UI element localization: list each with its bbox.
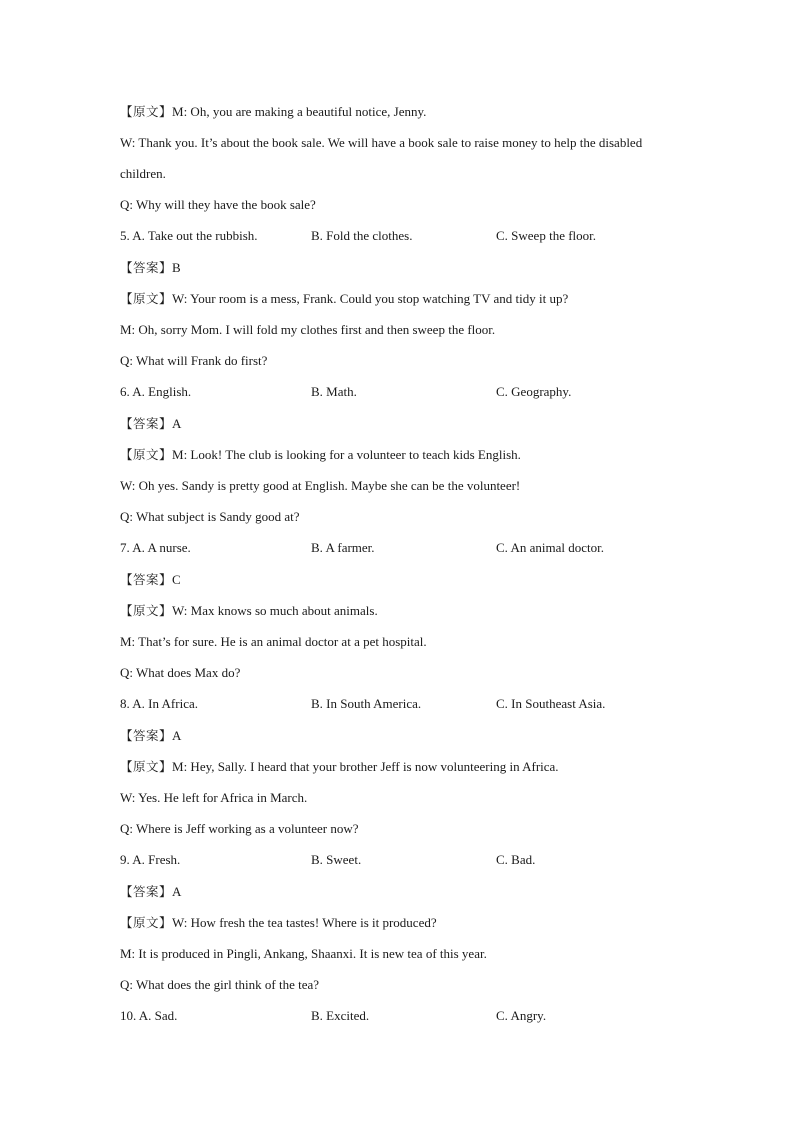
transcript-line: 【原文】W: Your room is a mess, Frank. Could you stop watching TV and tidy it up?	[120, 291, 569, 306]
answer-label: 【答案】	[120, 572, 173, 587]
answer-line	[120, 572, 181, 588]
transcript-line: children.	[120, 166, 166, 181]
option-a: 6. A. English.	[120, 384, 192, 399]
transcript-label: 【原文】	[120, 759, 173, 774]
option-b: B. Fold the clothes.	[311, 228, 413, 243]
transcript-label: 【原文】	[120, 291, 173, 306]
transcript-line: W: Yes. He left for Africa in March.	[120, 790, 308, 805]
option-c: C. Sweep the floor.	[496, 228, 597, 243]
option-a: 7. A. A nurse.	[120, 540, 191, 555]
transcript-label: 【原文】	[120, 915, 173, 930]
question-line: Q: Why will they have the book sale?	[120, 197, 316, 212]
transcript-line: W: Oh yes. Sandy is pretty good at English. Maybe she can be the volunteer!	[120, 478, 521, 493]
answer-label: 【答案】	[120, 260, 173, 275]
answer-label: 【答案】	[120, 416, 173, 431]
answer-line	[120, 260, 181, 276]
transcript-label: 【原文】	[120, 447, 173, 462]
option-a: 9. A. Fresh.	[120, 852, 181, 867]
transcript-line: 【原文】M: Oh, you are making a beautiful notice, Jenny.	[120, 104, 427, 119]
transcript-line: W: Thank you. It’s about the book sale. We will have a book sale to raise money to help the disabled	[120, 135, 643, 150]
option-a: 8. A. In Africa.	[120, 696, 198, 711]
option-a: 10. A. Sad.	[120, 1008, 178, 1023]
option-c: C. An animal doctor.	[496, 540, 604, 555]
answer-line	[120, 884, 181, 900]
transcript-line: 【原文】M: Hey, Sally. I heard that your brother Jeff is now volunteering in Africa.	[120, 759, 559, 774]
option-c: C. In Southeast Asia.	[496, 696, 606, 711]
answer-line	[120, 728, 181, 744]
answer-label: 【答案】	[120, 728, 173, 743]
option-b: B. In South America.	[311, 696, 422, 711]
answer-value: A	[172, 728, 182, 743]
answer-value: A	[172, 884, 182, 899]
answer-value: A	[172, 416, 182, 431]
question-line: Q: What subject is Sandy good at?	[120, 509, 300, 524]
answer-line	[120, 416, 181, 432]
transcript-line: 【原文】M: Look! The club is looking for a volunteer to teach kids English.	[120, 447, 521, 462]
transcript-line: M: Oh, sorry Mom. I will fold my clothes first and then sweep the floor.	[120, 322, 496, 337]
question-line: Q: What does the girl think of the tea?	[120, 977, 320, 992]
option-c: C. Angry.	[496, 1008, 547, 1023]
option-b: B. A farmer.	[311, 540, 375, 555]
answer-value: B	[172, 260, 181, 275]
option-c: C. Geography.	[496, 384, 572, 399]
answer-value: C	[172, 572, 181, 587]
question-line: Q: Where is Jeff working as a volunteer now?	[120, 821, 359, 836]
transcript-label: 【原文】	[120, 603, 173, 618]
transcript-line: 【原文】W: Max knows so much about animals.	[120, 603, 378, 618]
option-b: B. Sweet.	[311, 852, 362, 867]
transcript-line: 【原文】W: How fresh the tea tastes! Where is it produced?	[120, 915, 437, 930]
transcript-line: M: It is produced in Pingli, Ankang, Shaanxi. It is new tea of this year.	[120, 946, 487, 961]
option-a: 5. A. Take out the rubbish.	[120, 228, 258, 243]
transcript-line: M: That’s for sure. He is an animal doctor at a pet hospital.	[120, 634, 427, 649]
transcript-label: 【原文】	[120, 104, 173, 119]
answer-label: 【答案】	[120, 884, 173, 899]
question-line: Q: What will Frank do first?	[120, 353, 268, 368]
option-b: B. Excited.	[311, 1008, 370, 1023]
option-b: B. Math.	[311, 384, 357, 399]
option-c: C. Bad.	[496, 852, 536, 867]
question-line: Q: What does Max do?	[120, 665, 241, 680]
